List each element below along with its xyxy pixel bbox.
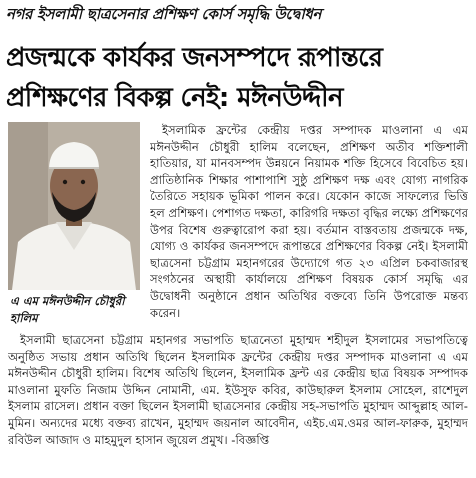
article-headline bbox=[6, 38, 470, 118]
headline-line-2: প্রশিক্ষণের বিকল্প নেই: মঈনউদ্দীন bbox=[6, 83, 343, 113]
article-body-paragraph-1: ইসলামিক ফ্রন্টের কেন্দ্রীয় দপ্তর সম্পাদক মাওলানা এ এম মঈনউদ্দীন চৌধুরী হালিম বলেছেন, প্রশিক্ষণ অতীব শক্তিশালী হাতিয়ার, যা মানবসম্পদ উন্নয়নে নিয়ামক শক্তি হিসেবে বিবেচিত হয়। প্রাতিষ্ঠানিক শিক্ষার পাশাপাশি সুষ্ঠু প্রশিক্ষণ দক্ষ এবং যোগ্য নাগরিক তৈরিতে সহায়ক ভূমিকা পালন করে। যেকোন কাজে সাফল্যের ভিত্তি হল প্রশিক্ষণ। পেশাগত দক্ষতা, কারিগরি দক্ষতা বৃদ্ধির লক্ষ্যে প্রশিক্ষণের উপর বিশেষ গুরুত্বারোপ করা হয়। বর্তমান বাস্তবতায় প্রজন্মকে দক্ষ, যোগ্য ও কার্যকর জনসম্পদে রূপান্তরে প্রশিক্ষণের বিকল্প নেই। ইসলামী ছাত্রসেনা চট্টগ্রাম মহানগরের উদ্যোগে গত ২৩ এপ্রিল চকবাজারস্থ সংগঠনের অস্থায়ী কার্যালয়ে প্রশিক্ষণ বিষয়ক কোর্স সমৃদ্ধি এর উদ্বোধনী অনুষ্ঠানে প্রধান অতিথির বক্তব্যে তিনি উপরোক্ত মন্তব্য করেন। bbox=[150, 123, 468, 320]
article-body-full-width bbox=[8, 332, 468, 474]
article-body-column bbox=[150, 122, 468, 332]
article-body-paragraph-2: ইসলামী ছাত্রসেনা চট্টগ্রাম মহানগর সভাপতি ছাত্রনেতা মুহাম্মদ শহীদুল ইসলামের সভাপতিত্বে অনুষ্ঠিত সভায় প্রধান অতিথি ছিলেন ইসলামিক ফ্রন্টের কেন্দ্রীয় দপ্তর সম্পাদক মাওলানা এ এম মঈনউদ্দীন চৌধুরী হালিম। বিশেষ অতিথি ছিলেন, ইসলামিক ফ্রন্ট এর কেন্দ্রীয় ছাত্র বিষয়ক সম্পাদক মাওলানা মুফতি নিজাম উদ্দিন নোমানী, এম. ইউসুফ কবির, কাউছারুল ইসলাম সোহেল, রাশেদুল ইসলাম রাসেল। প্রধান বক্তা ছিলেন ইসলামী ছাত্রসেনার কেন্দ্রীয় সহ-সভাপতি মুহাম্মদ আব্দুল্লাহ আল-মুমিন। অন্যদের মধ্যে বক্তব্য রাখেন, মুহাম্মদ জয়নাল আবেদীন, এইচ.এম.ওমর আল-ফারুক, মুহাম্মদ রবিউল আজাদ ও মাহমুদুল হাসান জুয়েল প্রমুখ। -বিজ্ঞপ্তি bbox=[8, 333, 468, 447]
photo-caption: এ এম মঈনউদ্দীন চৌধুরী হালিম bbox=[10, 294, 125, 325]
article-kicker: নগর ইসলামী ছাত্রসেনার প্রশিক্ষণ কোর্স সমৃদ্ধি উদ্বোধন bbox=[6, 5, 322, 23]
headline-line-1: প্রজন্মকে কার্যকর জনসম্পদে রূপান্তরে bbox=[6, 43, 383, 73]
portrait-illustration bbox=[8, 122, 140, 290]
author-photo bbox=[8, 122, 140, 290]
